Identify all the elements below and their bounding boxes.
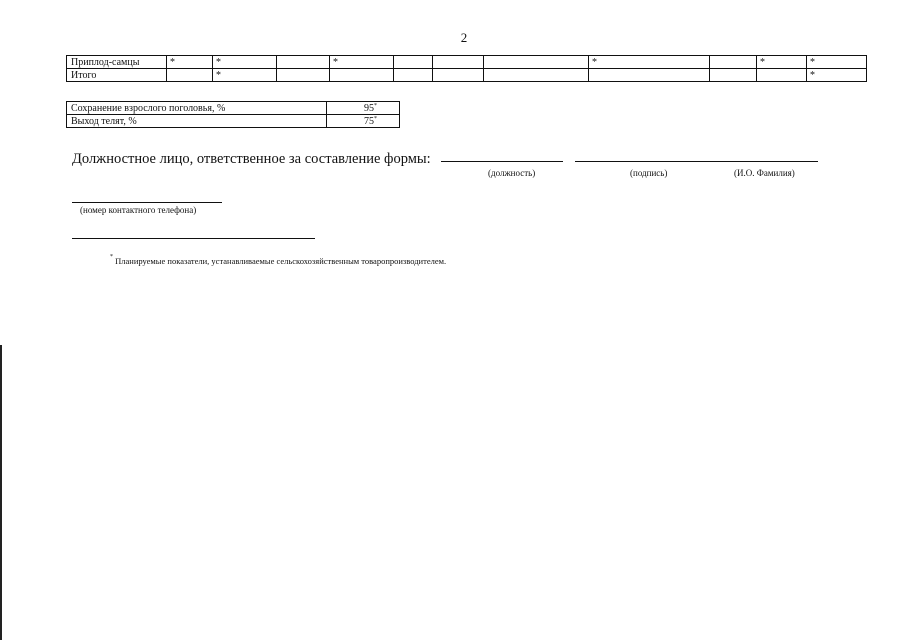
table-cell	[433, 69, 484, 82]
table-cell: *	[213, 56, 277, 69]
rate-label: Выход телят, %	[67, 115, 327, 128]
responsible-official-label: Должностное лицо, ответственное за составление формы:	[72, 151, 431, 167]
position-line[interactable]	[441, 161, 563, 162]
table-cell	[394, 69, 433, 82]
table-cell: *	[213, 69, 277, 82]
table-cell	[484, 56, 589, 69]
table-cell	[394, 56, 433, 69]
footnote-mark: *	[110, 254, 113, 260]
table-cell: *	[757, 56, 807, 69]
table-cell	[484, 69, 589, 82]
footnote-text: Планируемые показатели, устанавливаемые сельскохозяйственным товаропроизводителем.	[115, 256, 447, 266]
rate-footnote-mark: *	[374, 102, 377, 109]
table-cell: *	[807, 69, 867, 82]
rate-value: 75	[364, 115, 374, 127]
table-row	[67, 56, 867, 69]
table-cell	[710, 56, 757, 69]
footnote-separator	[72, 238, 315, 239]
table-cell: *	[807, 56, 867, 69]
table-cell: *	[330, 56, 394, 69]
phone-line[interactable]	[72, 202, 222, 203]
row-label: Итого	[67, 69, 167, 82]
footnote	[110, 256, 446, 266]
table-row	[67, 115, 400, 128]
table-cell	[757, 69, 807, 82]
rate-footnote-mark: *	[374, 115, 377, 122]
rate-value-cell	[327, 115, 400, 128]
table-cell	[277, 56, 330, 69]
table-cell: *	[589, 56, 710, 69]
phone-caption: (номер контактного телефона)	[80, 205, 197, 215]
table-cell	[330, 69, 394, 82]
table-row	[67, 102, 400, 115]
name-caption: (И.О. Фамилия)	[734, 168, 795, 178]
livestock-table	[66, 55, 867, 82]
table-row	[67, 69, 867, 82]
table-cell	[277, 69, 330, 82]
table-cell	[167, 69, 213, 82]
scan-edge	[0, 345, 2, 640]
signature-name-line[interactable]	[575, 161, 818, 162]
position-caption: (должность)	[488, 168, 536, 178]
rates-table	[66, 101, 400, 128]
table-cell	[710, 69, 757, 82]
table-cell	[433, 56, 484, 69]
page-number: 2	[460, 30, 468, 45]
rate-value-cell	[327, 102, 400, 115]
rate-value: 95	[364, 102, 374, 114]
rate-label: Сохранение взрослого поголовья, %	[67, 102, 327, 115]
table-cell	[589, 69, 710, 82]
signature-caption: (подпись)	[630, 168, 668, 178]
row-label: Приплод-самцы	[67, 56, 167, 69]
table-cell: *	[167, 56, 213, 69]
